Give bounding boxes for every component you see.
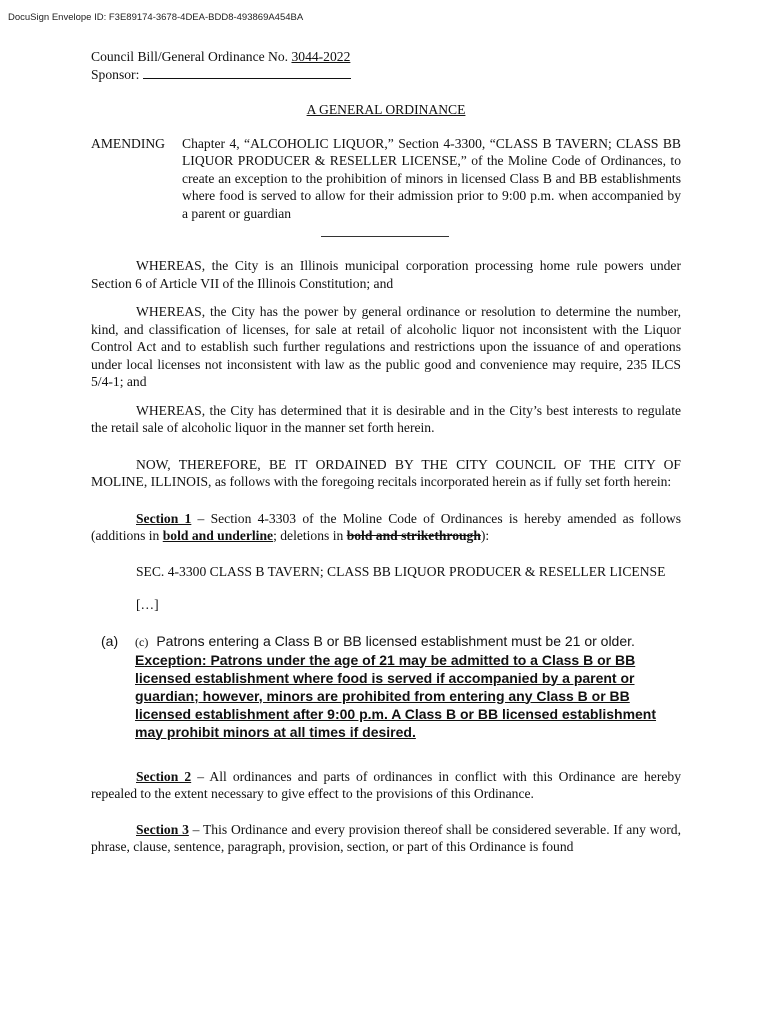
clause-body — [135, 632, 681, 741]
amending-clause — [91, 135, 681, 223]
section-2-paragraph — [91, 768, 681, 803]
bill-number-line — [91, 48, 681, 66]
code-section-heading: SEC. 4-3300 CLASS B TAVERN; CLASS BB LIQUOR PRODUCER & RESELLER LICENSE — [136, 563, 666, 579]
whereas-paragraph: WHEREAS, the City has determined that it is desirable and in the City’s best interests to regulate the retail sale of alcoholic liquor in the manner set forth herein. — [91, 402, 681, 435]
whereas-paragraph: WHEREAS, the City has the power by general ordinance or resolution to determine the number, kind, and classification of licenses, for sale at retail of alcoholic liquor not inconsistent with the Liquor Control Act and to establish such further regulations and restrictions upon the issuance of and operations under local licenses not inconsistent with law as the public good and convenience may require, 235 ILCS 5/4-1; and — [91, 304, 681, 389]
section-2-label: Section 2 — [136, 768, 192, 784]
deletions-sample: bold and strikethrough — [346, 528, 481, 543]
omission-ellipsis: […] — [136, 597, 159, 612]
section-1-text: ; deletions in — [273, 528, 347, 543]
clause-text: Patrons entering a Class B or BB licensed establishment must be 21 or older. — [156, 632, 635, 649]
amended-clause — [91, 632, 681, 741]
ordinance-page — [91, 48, 681, 856]
docusign-envelope-id: DocuSign Envelope ID: F3E89174-3678-4DEA-BDD8-493869A454BA — [8, 12, 304, 23]
clause-mark: (c) — [135, 634, 149, 649]
amending-keyword: AMENDING — [91, 135, 166, 151]
clause-letter: (a) — [101, 632, 119, 649]
section-3-label: Section 3 — [136, 821, 189, 837]
sponsor-blank — [143, 67, 351, 79]
section-2-text: – All ordinances and parts of ordinances in conflict with this Ordinance are hereby repealed to the extent necessary to give effect to the provisions of this Ordinance. — [91, 768, 681, 801]
section-3-text: – This Ordinance and every provision thereof shall be considered severable. If any word, phrase, clause, sentence, paragraph, provision, section, or part of this Ordinance is found — [91, 821, 681, 854]
section-1-text: – Section 4-3303 of the Moline Code of Ordinances is hereby amended as follows (additions in — [91, 510, 681, 543]
bill-label: Council Bill/General Ordinance No. — [91, 49, 289, 64]
section-1-label: Section 1 — [136, 510, 192, 526]
sponsor-line — [91, 66, 681, 84]
section-1-text: ): — [480, 528, 490, 543]
section-3-paragraph — [91, 821, 681, 856]
sponsor-label: Sponsor: — [91, 66, 140, 82]
whereas-paragraph: WHEREAS, the City is an Illinois municipal corporation processing home rule powers under Section 6 of Article VII of the Illinois Constitution; and — [91, 258, 681, 291]
clause-exception-addition: Exception: Patrons under the age of 21 may be admitted to a Class B or BB licensed establishment where food is served if accompanied by a parent or guardian; however, minors are prohibited from entering any Class B or BB licensed establishment after 9:00 p.m. A Class B or BB licensed establishment may prohibit minors at all times if desired. — [135, 651, 657, 740]
ordained-paragraph: NOW, THEREFORE, BE IT ORDAINED BY THE CITY COUNCIL OF THE CITY OF MOLINE, ILLINOIS, as follows with the foregoing recitals incorporated herein as if fully set forth herein: — [91, 456, 681, 489]
divider-rule — [321, 236, 449, 237]
section-1-paragraph — [91, 510, 681, 545]
ordinance-title: A GENERAL ORDINANCE — [306, 102, 466, 117]
additions-sample: bold and underline — [162, 528, 274, 543]
amending-text: Chapter 4, “ALCOHOLIC LIQUOR,” Section 4-3300, “CLASS B TAVERN; CLASS BB LIQUOR PRODUCER & RESELLER LICENSE,” of the Moline Code of Ordinances, to create an exception to the prohibition of minors in licensed Class B and BB establishments where food is served to allow for their admission prior to 9:00 p.m. when accompanied by a parent or guardian — [182, 135, 681, 221]
bill-number: 3044-2022 — [291, 49, 351, 64]
